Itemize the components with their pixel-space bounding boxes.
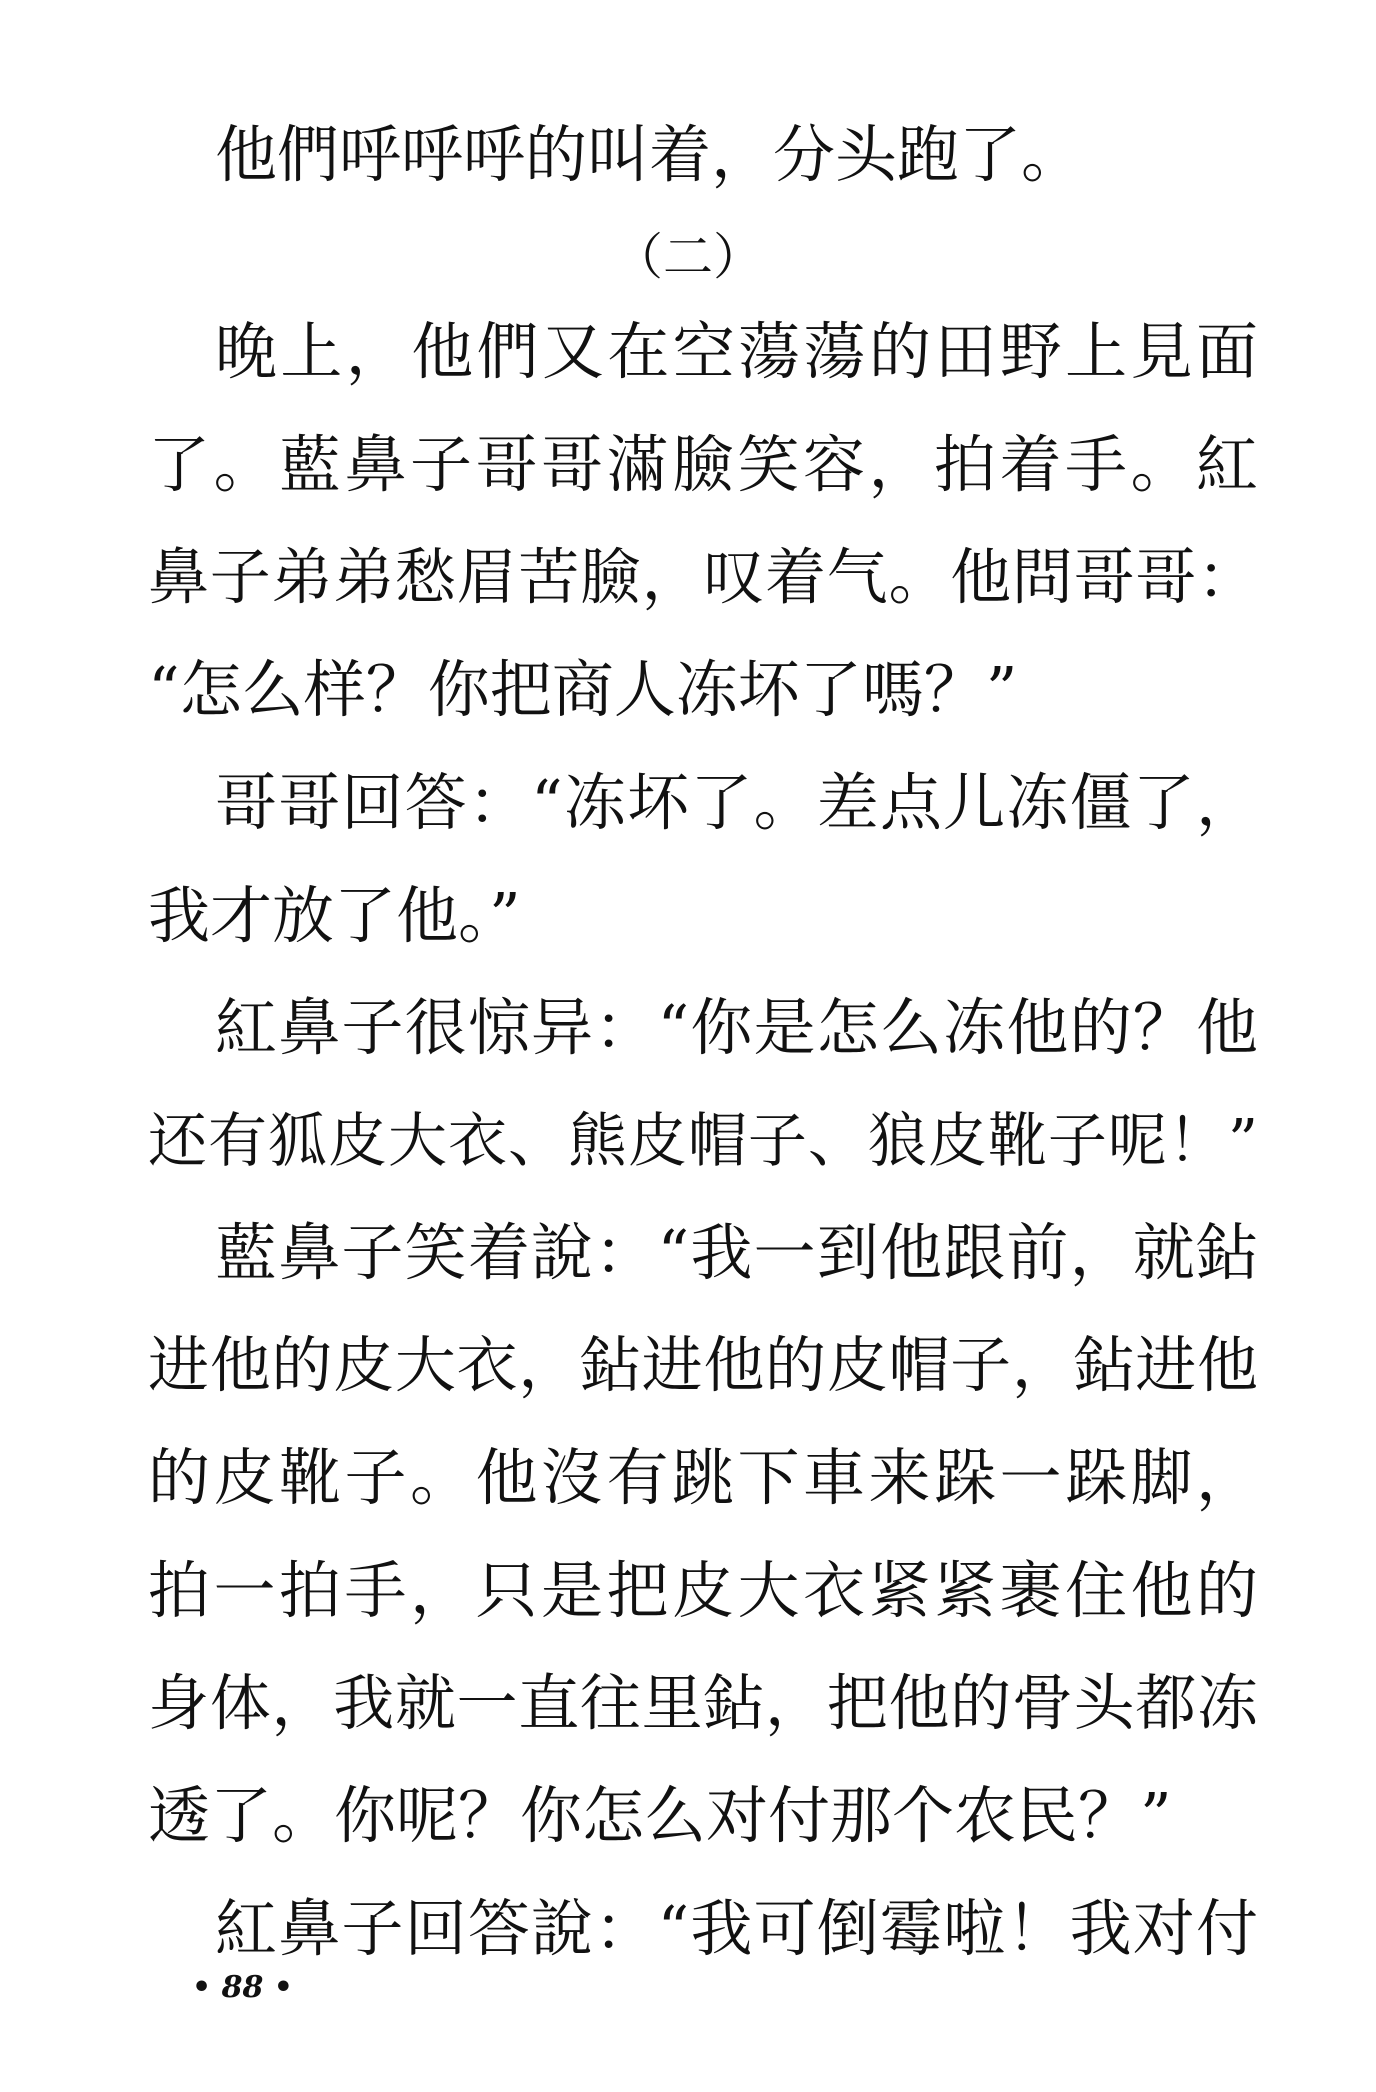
text-line-3: 了。藍鼻子哥哥滿臉笑容，拍着手。紅 bbox=[148, 428, 1258, 501]
text-line-5: “怎么样？你把商人冻坏了嗎？” bbox=[148, 653, 1018, 726]
text-line-12: 的皮靴子。他沒有跳下車来跺一跺脚， bbox=[148, 1441, 1258, 1514]
text-line-2: 晚上，他們又在空蕩蕩的田野上見面 bbox=[215, 315, 1258, 388]
text-line-9: 还有狐皮大衣、熊皮帽子、狼皮靴子呢！” bbox=[148, 1106, 1258, 1175]
text-line-11: 进他的皮大衣，鉆进他的皮帽子，鉆进他 bbox=[148, 1330, 1258, 1401]
section-heading: （二） bbox=[613, 228, 763, 286]
text-line-16: 紅鼻子回答說：“我可倒霉啦！我对付 bbox=[215, 1892, 1258, 1965]
text-line-14: 身体，我就一直往里鉆，把他的骨头都冻 bbox=[148, 1668, 1258, 1739]
text-line-15: 透了。你呢？你怎么对付那个农民？” bbox=[148, 1779, 1172, 1852]
text-line-8: 紅鼻子很惊异：“你是怎么冻他的？他 bbox=[215, 991, 1258, 1064]
text-line-1: 他們呼呼呼的叫着，分头跑了。 bbox=[215, 118, 1084, 191]
text-line-6: 哥哥回答：“冻坏了。差点儿冻僵了， bbox=[215, 766, 1258, 839]
page-number: • 88 • bbox=[192, 1970, 293, 2005]
text-line-13: 拍一拍手，只是把皮大衣紧紧裹住他的 bbox=[148, 1554, 1258, 1627]
text-line-4: 鼻子弟弟愁眉苦臉，叹着气。他問哥哥： bbox=[148, 542, 1258, 613]
text-line-7: 我才放了他。” bbox=[148, 879, 521, 952]
text-line-10: 藍鼻子笑着說：“我一到他跟前，就鉆 bbox=[215, 1216, 1258, 1289]
